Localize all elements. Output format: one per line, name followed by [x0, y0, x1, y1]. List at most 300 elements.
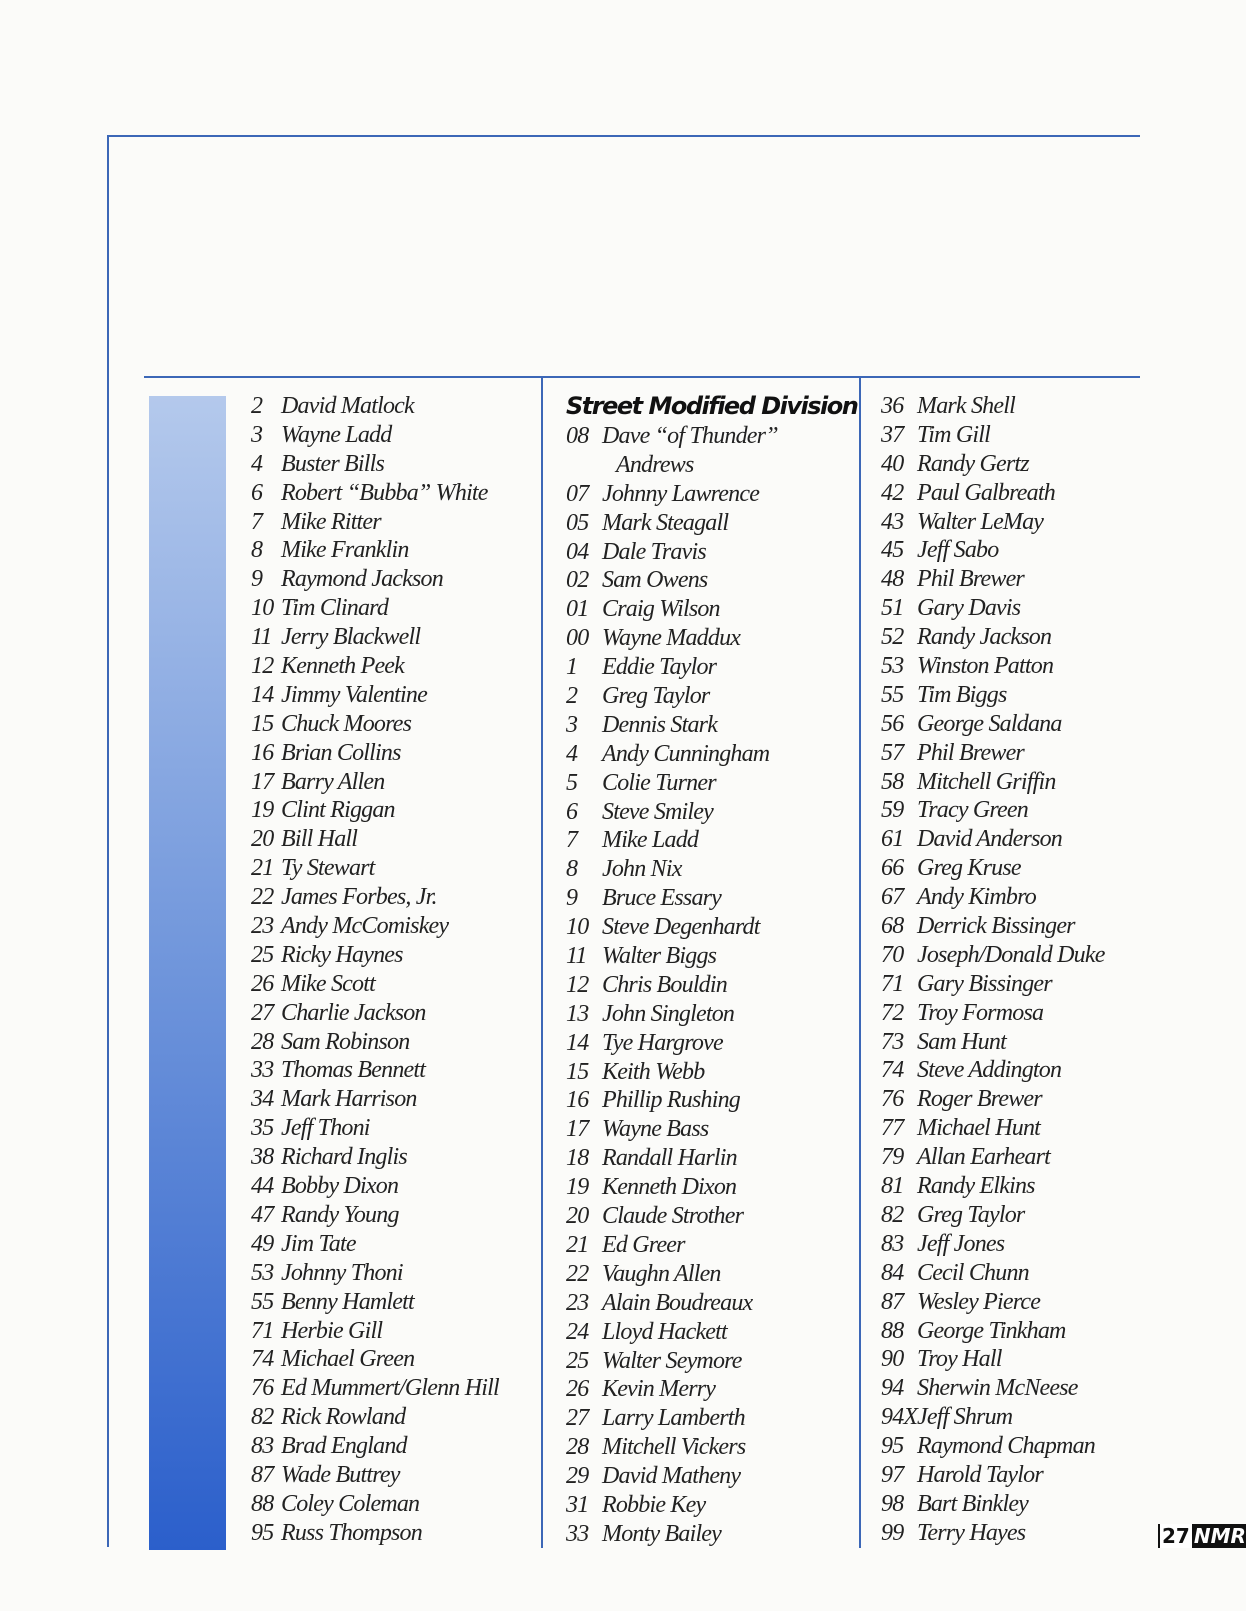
driver-list-column-1: [251, 392, 499, 1548]
car-number: 51: [881, 595, 904, 622]
car-number: 43: [881, 508, 904, 535]
list-item: [566, 1202, 857, 1231]
car-number: 11: [251, 624, 272, 651]
list-item: [566, 595, 857, 624]
car-number: 45: [881, 537, 904, 564]
driver-name: Cecil Chunn: [917, 1259, 1029, 1286]
car-number: 66: [881, 855, 904, 882]
car-number: 27: [251, 999, 274, 1026]
car-number: 19: [566, 1174, 589, 1201]
driver-name: Steve Smiley: [602, 798, 713, 825]
car-number: 36: [881, 393, 904, 419]
list-item: [251, 1490, 499, 1519]
driver-name: Andy Cunningham: [602, 740, 770, 767]
driver-name: Mark Steagall: [602, 509, 729, 536]
driver-name: David Matheny: [602, 1463, 741, 1490]
driver-name: Tye Hargrove: [602, 1029, 723, 1056]
car-number: 68: [881, 913, 904, 940]
car-number: 22: [566, 1260, 589, 1287]
list-item: [881, 999, 1105, 1028]
list-item: [881, 1201, 1105, 1230]
column-divider-2: [859, 378, 861, 1548]
car-number: 21: [566, 1231, 589, 1258]
driver-name: Jeff Thoni: [281, 1115, 370, 1142]
car-number: 6: [566, 798, 578, 825]
driver-name: Mike Franklin: [281, 537, 409, 564]
car-number: 56: [881, 710, 904, 737]
list-item: [881, 1403, 1105, 1432]
driver-name: Chuck Moores: [281, 710, 412, 737]
car-number: 14: [251, 681, 274, 708]
driver-list-column-2: [566, 392, 857, 1549]
car-number: 7: [566, 827, 578, 854]
list-item: [251, 1317, 499, 1346]
car-number: 23: [566, 1289, 589, 1316]
car-number: 29: [566, 1463, 589, 1490]
driver-name: Harold Taylor: [917, 1461, 1043, 1488]
driver-name: Michael Hunt: [917, 1115, 1041, 1142]
gradient-sidebar: [149, 396, 226, 1550]
car-number: 10: [251, 595, 274, 622]
driver-name: Randy Elkins: [917, 1173, 1035, 1200]
driver-name: Herbie Gill: [281, 1317, 383, 1344]
list-item: [251, 1519, 499, 1548]
car-number: 76: [251, 1375, 274, 1402]
list-item: [251, 508, 499, 537]
car-number: 81: [881, 1173, 904, 1200]
driver-name: Andy McComiskey: [281, 913, 449, 940]
driver-name: Mike Ritter: [281, 508, 381, 535]
list-item: [251, 1345, 499, 1374]
driver-name: Joseph/Donald Duke: [917, 941, 1105, 968]
driver-name: Jeff Sabo: [917, 537, 999, 564]
driver-name: Monty Bailey: [602, 1520, 722, 1547]
list-item: [566, 422, 857, 451]
driver-name: James Forbes, Jr.: [281, 884, 437, 911]
list-item: [881, 768, 1105, 797]
car-number: 71: [251, 1317, 274, 1344]
driver-name: Benny Hamlett: [281, 1288, 414, 1315]
car-number: 16: [251, 739, 274, 766]
driver-name: Allan Earheart: [917, 1144, 1051, 1171]
list-item: [566, 1086, 857, 1115]
driver-name: John Nix: [602, 856, 682, 883]
car-number: 79: [881, 1144, 904, 1171]
list-item: [566, 1000, 857, 1029]
driver-name: Tracy Green: [917, 797, 1028, 824]
car-number: 57: [881, 739, 904, 766]
car-number: 82: [881, 1201, 904, 1228]
car-number: 7: [251, 508, 263, 535]
car-number: 98: [881, 1490, 904, 1517]
car-number: 28: [566, 1434, 589, 1461]
driver-name: Jeff Jones: [917, 1230, 1005, 1257]
car-number: 12: [566, 971, 589, 998]
driver-name: Bobby Dixon: [281, 1173, 399, 1200]
list-item: [251, 1143, 499, 1172]
driver-name: David Anderson: [917, 826, 1063, 853]
car-number: 97: [881, 1461, 904, 1488]
driver-name: Charlie Jackson: [281, 999, 426, 1026]
list-item: [881, 479, 1105, 508]
list-item: [881, 883, 1105, 912]
driver-name: Wesley Pierce: [917, 1288, 1041, 1315]
car-number: 38: [251, 1144, 274, 1171]
driver-name: Derrick Bissinger: [917, 913, 1075, 940]
list-item: [566, 884, 857, 913]
list-item: [566, 855, 857, 884]
driver-list-column-3: [881, 392, 1105, 1548]
driver-name: Randall Harlin: [602, 1145, 737, 1172]
list-item: [881, 1259, 1105, 1288]
driver-name: Brian Collins: [281, 739, 401, 766]
driver-name: Ed Mummert/Glenn Hill: [281, 1375, 499, 1402]
car-number: 82: [251, 1404, 274, 1431]
list-item: [881, 1432, 1105, 1461]
list-item: [881, 594, 1105, 623]
list-item: [251, 652, 499, 681]
driver-name: Terry Hayes: [917, 1519, 1026, 1546]
car-number: 31: [566, 1491, 589, 1518]
list-item: [566, 566, 857, 595]
list-item: [566, 682, 857, 711]
driver-name: Michael Green: [281, 1346, 415, 1373]
driver-name: Clint Riggan: [281, 797, 395, 824]
car-number: 90: [881, 1346, 904, 1373]
list-item: [566, 1231, 857, 1260]
list-item: [251, 883, 499, 912]
list-item: [251, 421, 499, 450]
list-item: [566, 1520, 857, 1549]
driver-name: Robert “Bubba” White: [281, 479, 488, 506]
driver-name: Craig Wilson: [602, 596, 720, 623]
driver-name: Jeff Shrum: [917, 1404, 1013, 1431]
driver-name: Buster Bills: [281, 450, 385, 477]
list-item: [251, 623, 499, 652]
list-item: [251, 941, 499, 970]
driver-name: Sam Hunt: [917, 1028, 1006, 1055]
car-number: 67: [881, 884, 904, 911]
driver-name: Troy Formosa: [917, 999, 1044, 1026]
car-number: 44: [251, 1173, 274, 1200]
list-item: [881, 854, 1105, 883]
driver-name: Dale Travis: [602, 538, 706, 565]
list-item: [881, 1288, 1105, 1317]
car-number: 13: [566, 1000, 589, 1027]
driver-name: Gary Bissinger: [917, 970, 1052, 997]
driver-name: Russ Thompson: [281, 1519, 422, 1546]
list-item: [251, 1056, 499, 1085]
list-item: [881, 508, 1105, 537]
car-number: 25: [251, 941, 274, 968]
list-item: [251, 1028, 499, 1057]
car-number: 25: [566, 1347, 589, 1374]
car-number: 74: [881, 1057, 904, 1084]
driver-name: Lloyd Hackett: [602, 1318, 727, 1345]
driver-name: Wade Buttrey: [281, 1461, 400, 1488]
car-number: 01: [566, 596, 589, 623]
driver-name: Keith Webb: [602, 1058, 705, 1085]
page-number: 27: [1162, 1524, 1190, 1548]
car-number: 83: [881, 1230, 904, 1257]
list-item: [881, 1374, 1105, 1403]
car-number: 9: [566, 885, 578, 912]
driver-name: Colie Turner: [602, 769, 716, 796]
list-item: [251, 1230, 499, 1259]
driver-name: Robbie Key: [602, 1491, 706, 1518]
top-rule: [108, 135, 1140, 137]
car-number: 87: [251, 1461, 274, 1488]
driver-name: Thomas Bennett: [281, 1057, 426, 1084]
car-number: 87: [881, 1288, 904, 1315]
list-item: [881, 710, 1105, 739]
car-number: 5: [566, 769, 578, 796]
list-item: [881, 1317, 1105, 1346]
car-number: 6: [251, 479, 263, 506]
driver-name: Ed Greer: [602, 1231, 685, 1258]
list-item: [566, 1375, 857, 1404]
car-number: 2: [566, 683, 578, 710]
car-number: 34: [251, 1086, 274, 1113]
car-number: 2: [251, 393, 263, 419]
car-number: 17: [251, 768, 274, 795]
driver-name: Dennis Stark: [602, 711, 718, 738]
driver-name: Andy Kimbro: [917, 884, 1036, 911]
list-item: [251, 1403, 499, 1432]
driver-name: Ricky Haynes: [281, 941, 403, 968]
list-item: [251, 912, 499, 941]
list-item: [881, 1143, 1105, 1172]
list-item: [881, 739, 1105, 768]
list-item: [881, 1028, 1105, 1057]
list-item: [566, 711, 857, 740]
driver-name: Kenneth Dixon: [602, 1174, 737, 1201]
car-number: 94X: [881, 1404, 918, 1431]
car-number: 42: [881, 479, 904, 506]
car-number: 88: [881, 1317, 904, 1344]
car-number: 77: [881, 1115, 904, 1142]
driver-name: Barry Allen: [281, 768, 385, 795]
list-item: [251, 710, 499, 739]
list-item: [566, 1318, 857, 1347]
list-item: [566, 913, 857, 942]
driver-name: Jim Tate: [281, 1230, 356, 1257]
car-number: 02: [566, 567, 589, 594]
car-number: 28: [251, 1028, 274, 1055]
list-item: [881, 1490, 1105, 1519]
driver-name: Roger Brewer: [917, 1086, 1042, 1113]
car-number: 3: [566, 711, 578, 738]
driver-name: Alain Boudreaux: [602, 1289, 753, 1316]
car-number: 47: [251, 1201, 274, 1228]
driver-name: Walter Seymore: [602, 1347, 742, 1374]
driver-name: Wayne Maddux: [602, 625, 741, 652]
car-number: 08: [566, 423, 589, 449]
list-item: [566, 1173, 857, 1202]
driver-name: Mitchell Vickers: [602, 1434, 746, 1461]
car-number: 10: [566, 914, 589, 941]
car-number: 9: [251, 566, 263, 593]
list-item: [566, 509, 857, 538]
list-item: [251, 1374, 499, 1403]
car-number: 20: [566, 1203, 589, 1230]
car-number: 76: [881, 1086, 904, 1113]
list-item: [566, 1029, 857, 1058]
driver-name: Bart Binkley: [917, 1490, 1029, 1517]
driver-name: Phil Brewer: [917, 739, 1024, 766]
list-item: [566, 826, 857, 855]
driver-name: Rick Rowland: [281, 1404, 406, 1431]
driver-name: Jimmy Valentine: [281, 681, 427, 708]
driver-name: Randy Gertz: [917, 450, 1029, 477]
driver-name: Steve Degenhardt: [602, 914, 760, 941]
car-number: 74: [251, 1346, 274, 1373]
driver-name: Tim Biggs: [917, 681, 1007, 708]
list-item: [566, 1144, 857, 1173]
driver-name: Wayne Bass: [602, 1116, 709, 1143]
driver-name: Coley Coleman: [281, 1490, 420, 1517]
car-number: 94: [881, 1375, 904, 1402]
car-number: 55: [251, 1288, 274, 1315]
driver-name: Greg Taylor: [917, 1201, 1025, 1228]
driver-name: Phil Brewer: [917, 566, 1024, 593]
driver-name: Mike Ladd: [602, 827, 699, 854]
driver-name: Randy Young: [281, 1201, 399, 1228]
driver-name: Johnny Thoni: [281, 1259, 403, 1286]
list-item: [251, 1201, 499, 1230]
list-item: [881, 825, 1105, 854]
driver-name: Mike Scott: [281, 970, 375, 997]
car-number: 05: [566, 509, 589, 536]
car-number: 55: [881, 681, 904, 708]
car-number: 24: [566, 1318, 589, 1345]
list-item: [566, 740, 857, 769]
list-item: [251, 999, 499, 1028]
car-number: 12: [251, 653, 274, 680]
driver-name: Johnny Lawrence: [602, 480, 760, 507]
driver-name: Mitchell Griffin: [917, 768, 1056, 795]
list-item: [566, 1404, 857, 1433]
list-item: [251, 1114, 499, 1143]
driver-name: Paul Galbreath: [917, 479, 1055, 506]
car-number: 95: [881, 1433, 904, 1460]
driver-name: Sam Owens: [602, 567, 708, 594]
driver-name: Kevin Merry: [602, 1376, 716, 1403]
list-item: [881, 652, 1105, 681]
driver-name: Sherwin McNeese: [917, 1375, 1078, 1402]
car-number: 61: [881, 826, 904, 853]
driver-name: Walter Biggs: [602, 943, 717, 970]
car-number: 71: [881, 970, 904, 997]
driver-name: George Tinkham: [917, 1317, 1066, 1344]
car-number: 3: [251, 421, 263, 448]
list-item: [566, 653, 857, 682]
car-number: 8: [566, 856, 578, 883]
driver-name: Gary Davis: [917, 595, 1021, 622]
list-item: [251, 392, 499, 421]
list-item: [881, 970, 1105, 999]
list-item: [566, 1462, 857, 1491]
driver-name: Greg Kruse: [917, 855, 1021, 882]
driver-name: Ty Stewart: [281, 855, 375, 882]
list-item: [251, 681, 499, 710]
list-item: [251, 854, 499, 883]
list-item: [251, 450, 499, 479]
list-item: [881, 1230, 1105, 1259]
car-number: 20: [251, 826, 274, 853]
driver-name: George Saldana: [917, 710, 1062, 737]
car-number: 18: [566, 1145, 589, 1172]
driver-name: Jerry Blackwell: [281, 624, 421, 651]
list-item: [881, 536, 1105, 565]
car-number: 23: [251, 913, 274, 940]
list-item: [566, 1491, 857, 1520]
driver-name: Brad England: [281, 1433, 407, 1460]
list-item: [881, 1172, 1105, 1201]
list-item: [881, 681, 1105, 710]
list-item: [566, 1347, 857, 1376]
list-item: [251, 1259, 499, 1288]
list-item: [881, 1085, 1105, 1114]
car-number: 17: [566, 1116, 589, 1143]
car-number: 83: [251, 1433, 274, 1460]
car-number: 22: [251, 884, 274, 911]
car-number: 58: [881, 768, 904, 795]
list-item: [881, 1114, 1105, 1143]
car-number: 11: [566, 943, 587, 970]
list-item: [251, 479, 499, 508]
car-number: 1: [566, 654, 578, 681]
left-rule: [107, 135, 109, 1547]
driver-name: Richard Inglis: [281, 1144, 407, 1171]
list-item: [566, 1289, 857, 1318]
list-item: [881, 1461, 1105, 1490]
driver-name: Bruce Essary: [602, 885, 722, 912]
driver-name: Claude Strother: [602, 1203, 744, 1230]
brand-logo: NMR: [1193, 1524, 1246, 1548]
section-rule: [144, 376, 1140, 378]
list-item: [566, 624, 857, 653]
car-number: 95: [251, 1519, 274, 1546]
list-item: [566, 538, 857, 567]
driver-name: Tim Gill: [917, 421, 990, 448]
list-item: [566, 1260, 857, 1289]
list-item: [251, 970, 499, 999]
list-item: [251, 796, 499, 825]
car-number: 14: [566, 1029, 589, 1056]
driver-name: Mark Harrison: [281, 1086, 417, 1113]
list-item: [566, 769, 857, 798]
list-item: [566, 971, 857, 1000]
driver-name: Dave “of Thunder”: [602, 423, 778, 449]
car-number: 84: [881, 1259, 904, 1286]
list-item: [251, 1461, 499, 1490]
list-item: [881, 1056, 1105, 1085]
list-item: [251, 536, 499, 565]
list-item: [566, 480, 857, 509]
car-number: 88: [251, 1490, 274, 1517]
list-item: [881, 941, 1105, 970]
driver-name: Raymond Jackson: [281, 566, 443, 593]
list-item: [881, 623, 1105, 652]
list-item: [566, 1433, 857, 1462]
car-number: 19: [251, 797, 274, 824]
driver-name: John Singleton: [602, 1000, 735, 1027]
driver-name: Sam Robinson: [281, 1028, 410, 1055]
car-number: 4: [251, 450, 263, 477]
list-item: [881, 392, 1105, 421]
car-number: 33: [251, 1057, 274, 1084]
